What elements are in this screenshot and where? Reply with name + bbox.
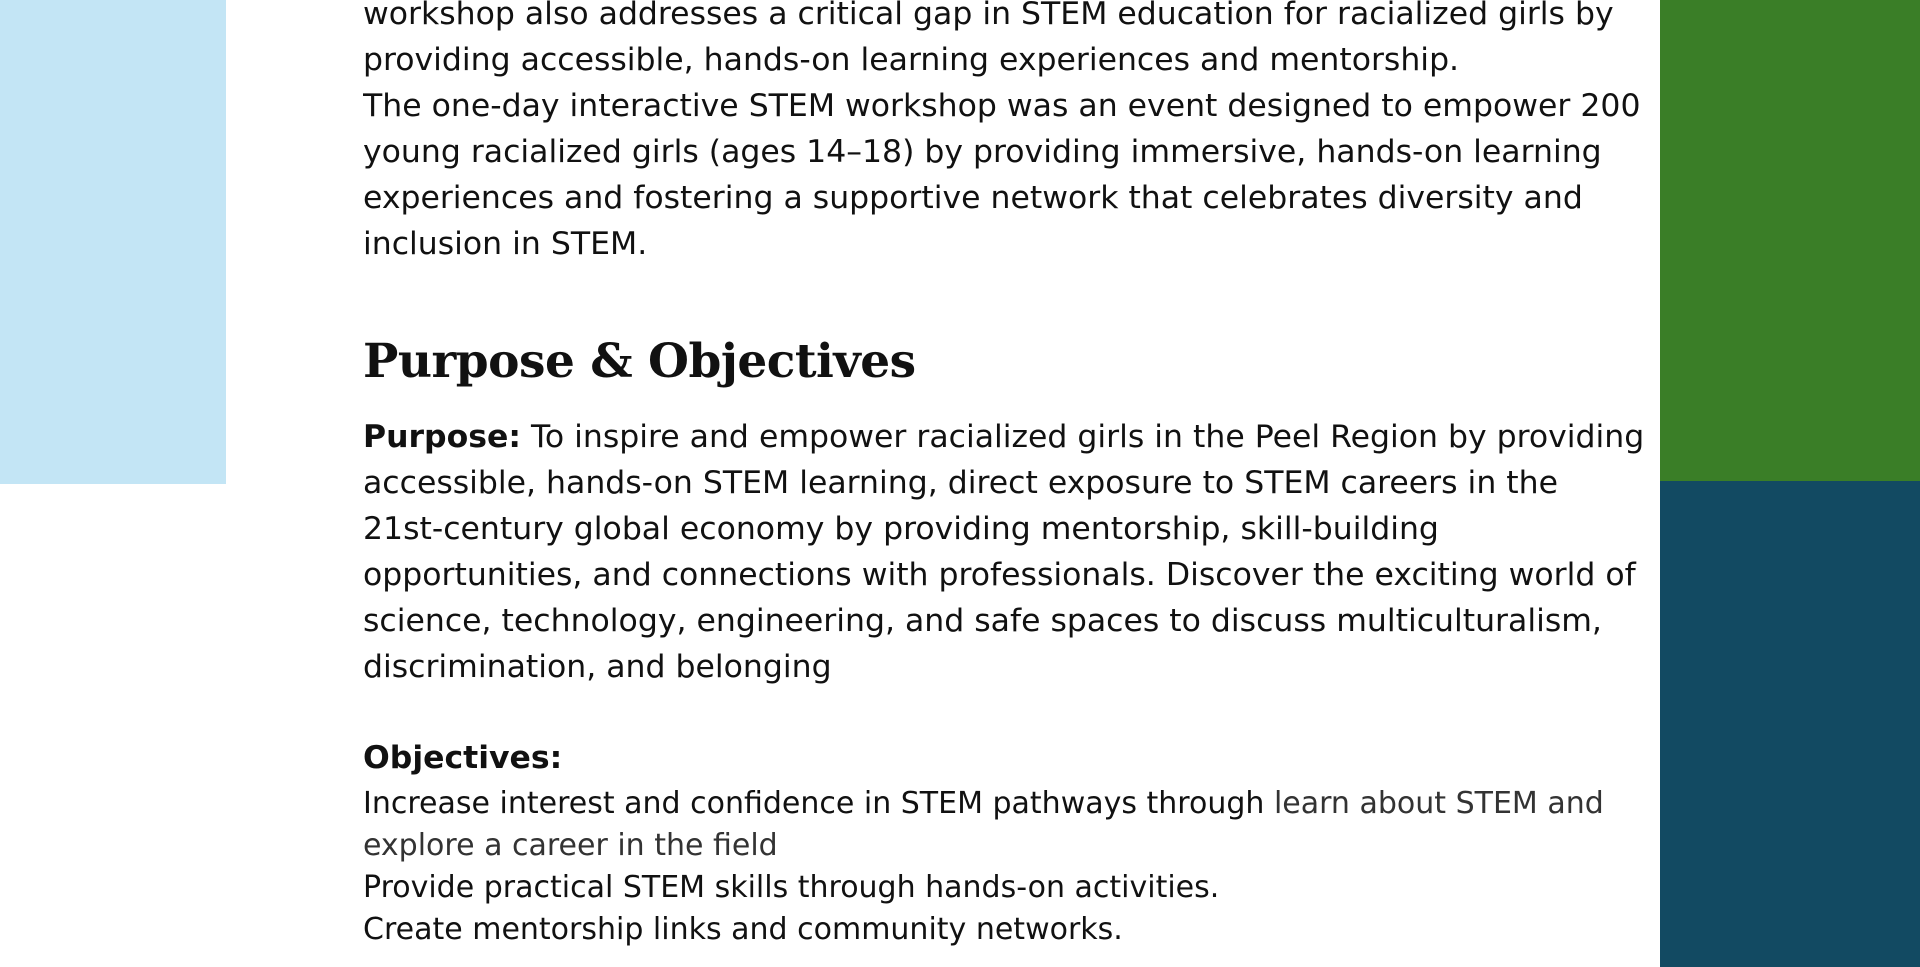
list-item-text: Create mentorship links and community networks. [363, 912, 1123, 947]
decorative-right-top-panel [1660, 0, 1920, 481]
list-item-text: Provide practical STEM skills through hands-on activities. [363, 870, 1220, 905]
section-heading: Purpose & Objectives [363, 334, 916, 389]
intro-section [363, 0, 1648, 267]
document-page [363, 0, 1648, 967]
list-item-text: Increase interest and confidence in STEM pathways through [363, 786, 1274, 821]
objectives-label: Objectives: [363, 740, 563, 776]
purpose-paragraph [363, 414, 1648, 690]
list-item-soft-text: learn about STEM and explore a career in the field [363, 786, 1604, 863]
list-item [363, 867, 1648, 909]
intro-line-a: workshop also addresses a critical gap in STEM education for racialized girls by [363, 0, 1614, 32]
purpose-text: To inspire and empower racialized girls in the Peel Region by providing accessible, hands-on STEM learning, direct exposure to STEM careers in the 21st-century global economy by providing mentorship, skill-building opportunities, and connections with professionals. Discover the exciting world of science, technology, engineering, and safe spaces to discuss multiculturalism, discrimination, and belonging [363, 419, 1645, 685]
objectives-list [363, 783, 1648, 951]
intro-paragraph: The one-day interactive STEM workshop was an event designed to empower 200 young racialized girls (ages 14–18) by providing immersive, hands-on learning experiences and fostering a supportive network that celebrates diversity and inclusion in STEM. [363, 88, 1641, 262]
purpose-label: Purpose: [363, 419, 521, 455]
list-item [363, 783, 1648, 867]
list-item [363, 909, 1648, 951]
decorative-left-panel [0, 0, 226, 484]
intro-line-b: providing accessible, hands-on learning experiences and mentorship. [363, 42, 1460, 78]
decorative-right-bottom-panel [1660, 481, 1920, 967]
